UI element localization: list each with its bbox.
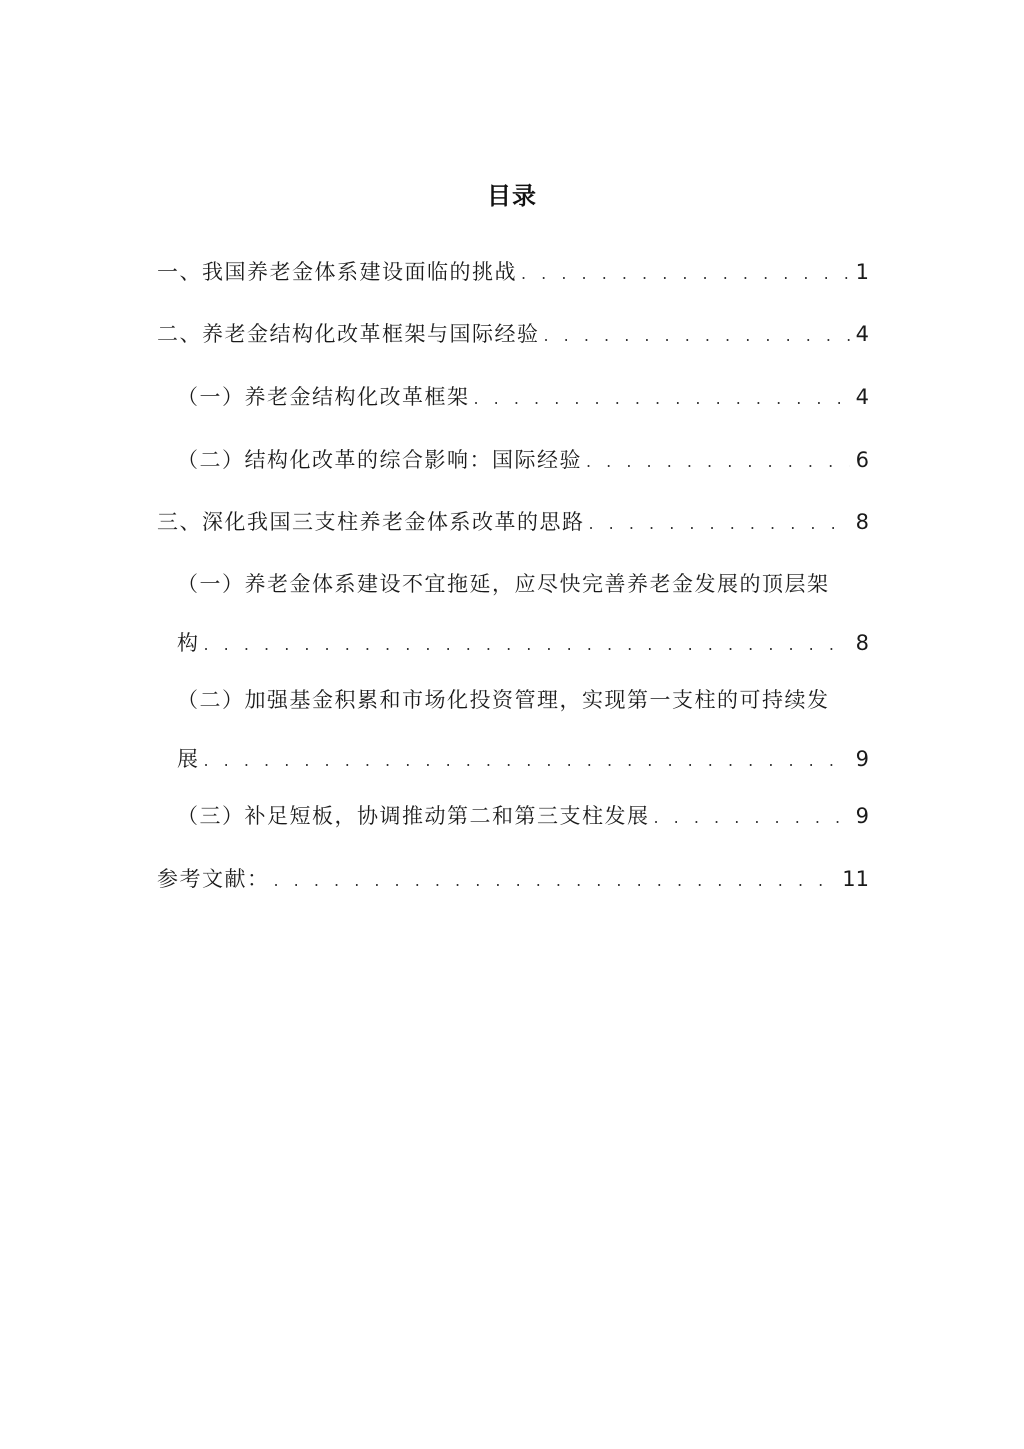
toc-entry-text: 三、深化我国三支柱养老金体系改革的思路	[157, 510, 585, 534]
toc-entry-text-line2: 构	[177, 631, 200, 655]
toc-entry-page: 6	[855, 448, 869, 472]
toc-entry[interactable]	[177, 569, 869, 658]
toc-entry-page: 8	[855, 510, 869, 534]
toc-entry-page: 8	[855, 631, 869, 655]
toc-entry-text: 一、我国养老金体系建设面临的挑战	[157, 260, 517, 284]
toc-entry-page: 4	[855, 385, 869, 409]
toc-entry-text-line2: 展	[177, 747, 200, 771]
toc-entry-page: 9	[855, 747, 869, 771]
toc-leader-dots	[521, 259, 850, 289]
toc-entry[interactable]	[157, 864, 869, 894]
toc-entry-text: 二、养老金结构化改革框架与国际经验	[157, 322, 540, 346]
toc-leader-dots	[589, 509, 850, 539]
toc-entry[interactable]	[177, 382, 869, 412]
toc-leader-dots	[274, 866, 837, 896]
toc-entry-text-line1: （二）加强基金积累和市场化投资管理，实现第一支柱的可持续发	[177, 688, 830, 712]
toc-leader-dots	[474, 384, 850, 414]
toc-entry-text: （一）养老金结构化改革框架	[177, 385, 470, 409]
toc-entry[interactable]	[177, 801, 869, 831]
toc-entry-page: 11	[842, 867, 869, 891]
toc-leader-dots	[544, 321, 850, 351]
toc-entry-text-line1: （一）养老金体系建设不宜拖延，应尽快完善养老金发展的顶层架	[177, 572, 830, 596]
toc-entry-text: （二）结构化改革的综合影响：国际经验	[177, 448, 582, 472]
toc-leader-dots	[586, 447, 850, 477]
toc-title: 目录	[487, 182, 537, 210]
toc-entry[interactable]	[177, 445, 869, 475]
toc-entry[interactable]	[157, 507, 869, 537]
toc-entry[interactable]	[157, 257, 869, 287]
toc-entry-text: 参考文献：	[157, 867, 270, 891]
toc-leader-dots	[654, 803, 850, 833]
toc-entry-page: 9	[855, 804, 869, 828]
toc-entry-text: （三）补足短板，协调推动第二和第三支柱发展	[177, 804, 650, 828]
toc-entry-page: 4	[855, 322, 869, 346]
toc-entry[interactable]	[177, 685, 869, 774]
toc-entry[interactable]	[157, 319, 869, 349]
toc-leader-dots	[204, 746, 850, 776]
toc-leader-dots	[204, 630, 850, 660]
toc-entry-page: 1	[855, 260, 869, 284]
